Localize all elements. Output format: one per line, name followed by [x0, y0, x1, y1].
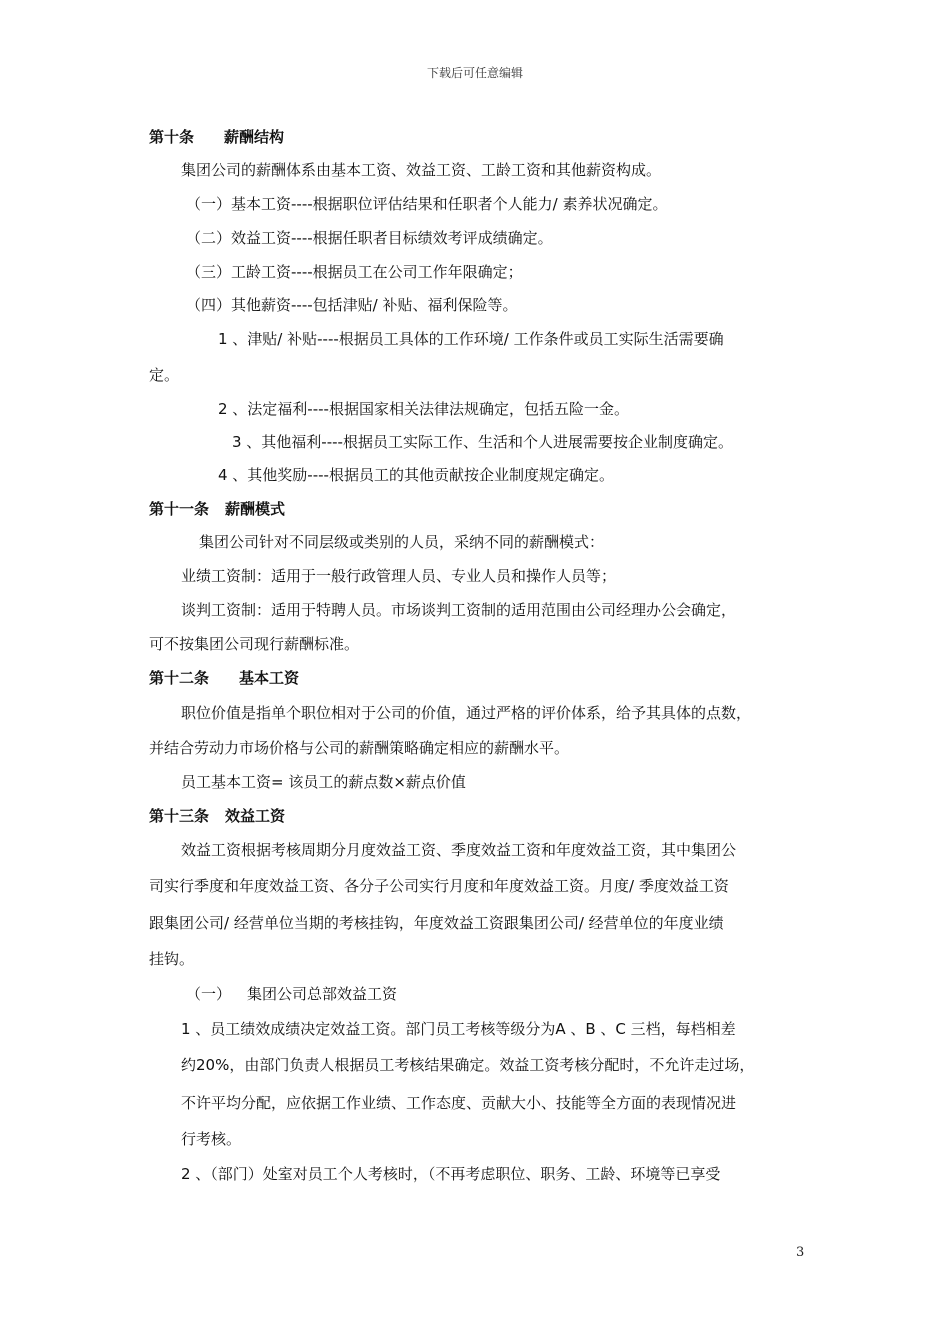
list-item: （一）基本工资----根据职位评估结果和任职者个人能力/ 素养状况确定。 [186, 195, 668, 213]
page-number: 3 [796, 1245, 805, 1260]
paragraph: 集团公司的薪酬体系由基本工资、效益工资、工龄工资和其他薪资构成。 [181, 161, 662, 179]
formula: 员工基本工资= 该员工的薪点数×薪点价值 [181, 773, 466, 791]
sub-list-item: 1 、津贴/ 补贴----根据员工具体的工作环境/ 工作条件或员工实际生活需要确 [218, 330, 724, 348]
section-label: （一） [186, 985, 232, 1003]
paragraph-continuation: 不许平均分配，应依据工作业绩、工作态度、贡献大小、技能等全方面的表现情况进 [181, 1094, 737, 1112]
article-title: 基本工资 [239, 669, 300, 687]
paragraph: 集团公司针对不同层级或类别的人员，采纳不同的薪酬模式： [199, 533, 605, 551]
list-item: （四）其他薪资----包括津贴/ 补贴、福利保险等。 [186, 296, 518, 314]
article-number: 第十条 [149, 128, 195, 146]
article-number: 第十二条 [149, 669, 210, 687]
section-heading [186, 984, 397, 1004]
list-item: （三）工龄工资----根据员工在公司工作年限确定； [186, 263, 523, 281]
article-13-heading [149, 806, 285, 826]
article-title: 效益工资 [225, 807, 286, 825]
paragraph: 1 、员工绩效成绩决定效益工资。部门员工考核等级分为A 、B 、C 三档，每档相差 [181, 1020, 736, 1038]
paragraph-continuation: 约20%，由部门负责人根据员工考核结果确定。效益工资考核分配时，不允许走过场， [181, 1056, 755, 1074]
paragraph-continuation: 并结合劳动力市场价格与公司的薪酬策略确定相应的薪酬水平。 [149, 739, 570, 757]
paragraph-continuation: 挂钩。 [149, 950, 195, 968]
paragraph-continuation: 可不按集团公司现行薪酬标准。 [149, 635, 360, 653]
article-number: 第十一条 [149, 500, 210, 518]
list-item: （二）效益工资----根据任职者目标绩效考评成绩确定。 [186, 229, 553, 247]
paragraph: 谈判工资制：适用于特聘人员。市场谈判工资制的适用范围由公司经理办公会确定， [181, 601, 737, 619]
article-number: 第十三条 [149, 807, 210, 825]
paragraph: 2 、（部门）处室对员工个人考核时，（不再考虑职位、职务、工龄、环境等已享受 [181, 1165, 721, 1183]
article-10-heading [149, 127, 284, 147]
sub-list-item-continuation: 定。 [149, 366, 180, 384]
paragraph: 职位价值是指单个职位相对于公司的价值，通过严格的评价体系，给予其具体的点数， [181, 704, 752, 722]
paragraph: 业绩工资制：适用于一般行政管理人员、专业人员和操作人员等； [181, 567, 617, 585]
paragraph-continuation: 行考核。 [181, 1130, 242, 1148]
article-title: 薪酬结构 [224, 128, 285, 146]
sub-list-item: 4 、其他奖励----根据员工的其他贡献按企业制度规定确定。 [218, 466, 614, 484]
article-title: 薪酬模式 [225, 500, 286, 518]
sub-list-item: 3 、其他福利----根据员工实际工作、生活和个人进展需要按企业制度确定。 [232, 433, 733, 451]
section-title: 集团公司总部效益工资 [247, 985, 398, 1003]
article-11-heading [149, 499, 285, 519]
page-header: 下载后可任意编辑 [426, 66, 523, 80]
paragraph: 效益工资根据考核周期分月度效益工资、季度效益工资和年度效益工资，其中集团公 [181, 841, 737, 859]
article-12-heading [149, 668, 299, 688]
paragraph-continuation: 司实行季度和年度效益工资、各分子公司实行月度和年度效益工资。月度/ 季度效益工资 [149, 877, 729, 895]
paragraph-continuation: 跟集团公司/ 经营单位当期的考核挂钩，年度效益工资跟集团公司/ 经营单位的年度业绩 [149, 914, 724, 932]
sub-list-item: 2 、法定福利----根据国家相关法律法规确定，包括五险一金。 [218, 400, 629, 418]
